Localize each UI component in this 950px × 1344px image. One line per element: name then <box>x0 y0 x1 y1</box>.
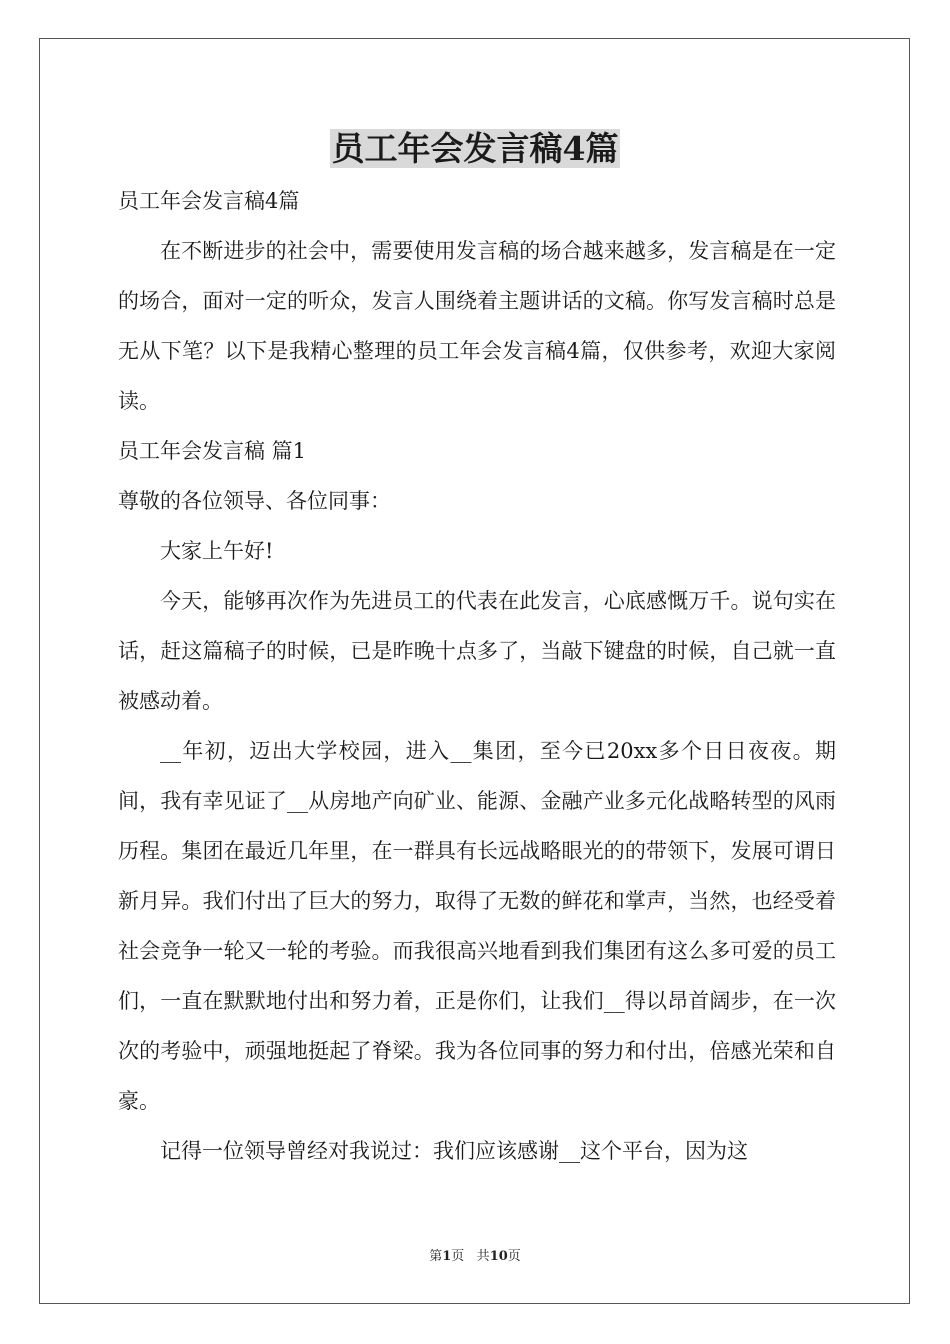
total-unit: 页 <box>507 1249 521 1264</box>
current-page-number: 1 <box>442 1249 452 1264</box>
total-prefix: 共 <box>476 1249 490 1264</box>
page-prefix: 第 <box>429 1249 443 1264</box>
total-page-number: 10 <box>489 1249 508 1264</box>
salutation: 尊敬的各位领导、各位同事： <box>118 489 391 513</box>
greeting: 大家上午好! <box>160 539 274 563</box>
document-title <box>0 126 950 172</box>
paragraph: 今天，能够再次作为先进员工的代表在此发言，心底感慨万千。说句实在话，赶这篇稿子的时候，已是昨晚十点多了，当敲下键盘的时候，自己就一直被感动着。 <box>118 589 836 713</box>
paragraph: 在不断进步的社会中，需要使用发言稿的场合越来越多，发言稿是在一定的场合，面对一定的听众，发言人围绕着主题讲话的文稿。你写发言稿时总是无从下笔？以下是我精心整理的员工年会发言稿4篇，仅供参考，欢迎大家阅读。 <box>118 239 836 413</box>
document-title-text: 员工年会发言稿4篇 <box>331 129 619 168</box>
page-unit: 页 <box>451 1249 465 1264</box>
paragraph: __年初，迈出大学校园，进入__集团，至今已20xx多个日日夜夜。期间，我有幸见证了__从房地产向矿业、能源、金融产业多元化战略转型的风雨历程。集团在最近几年里，在一群具有长远战略眼光的的带领下，发展可谓日新月异。我们付出了巨大的努力，取得了无数的鲜花和掌声，当然，也经受着社会竞争一轮又一轮的考验。而我很高兴地看到我们集团有这么多可爱的员工们，一直在默默地付出和努力着，正是你们，让我们__得以昂首阔步，在一次次的考验中，顽强地挺起了脊梁。我为各位同事的努力和付出，倍感光荣和自豪。 <box>118 739 836 1113</box>
section-heading: 员工年会发言稿 篇1 <box>118 439 307 463</box>
paragraph: 员工年会发言稿4篇 <box>118 189 300 213</box>
page-footer <box>0 1245 950 1264</box>
document-body <box>118 176 836 1176</box>
paragraph: 记得一位领导曾经对我说过：我们应该感谢__这个平台，因为这 <box>160 1139 748 1163</box>
